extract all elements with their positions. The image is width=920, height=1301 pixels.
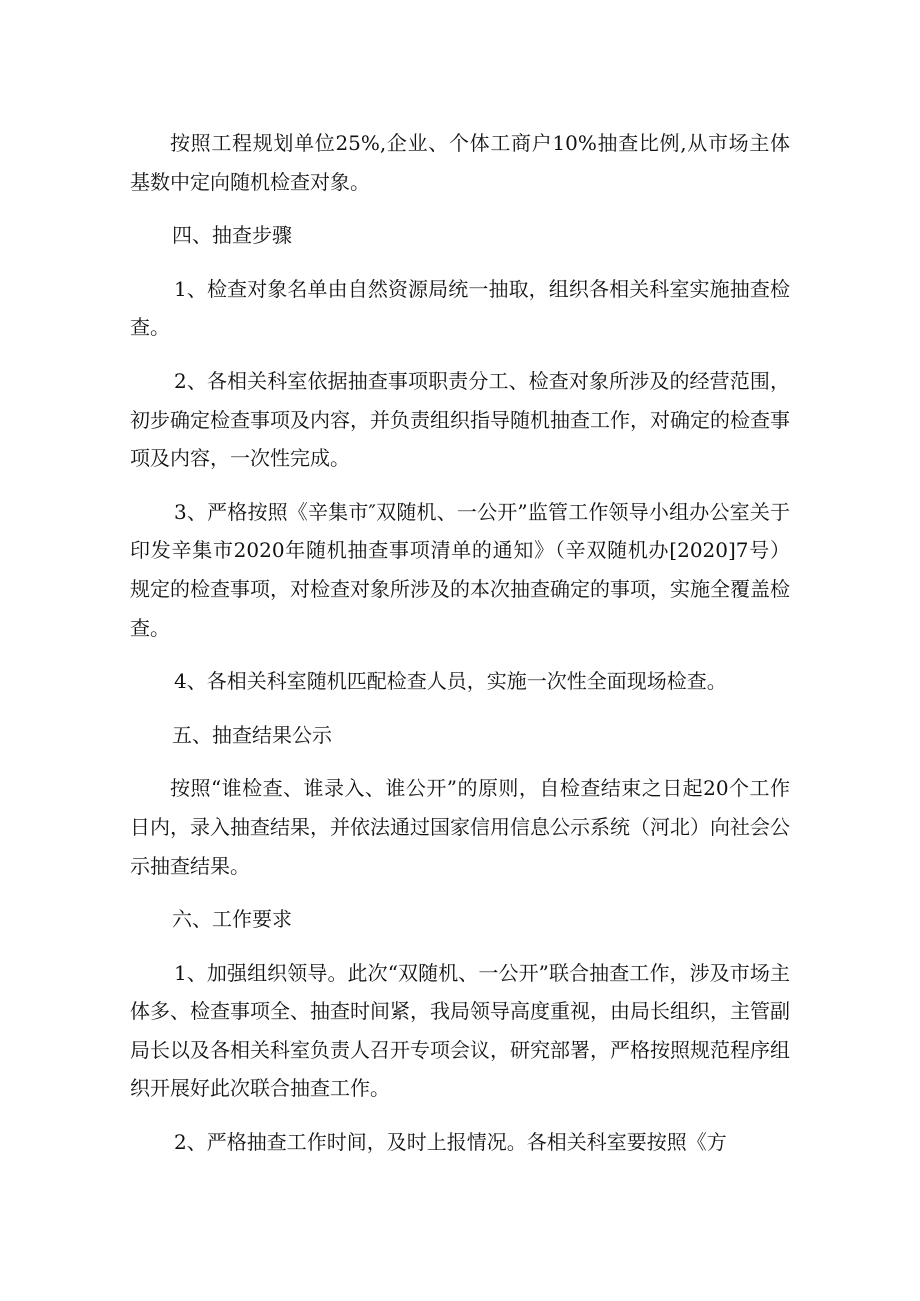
heading-sampling-steps: 四、抽查步骤 [172,223,292,248]
paragraph-results-publicity: 按照“谁检查、谁录入、谁公开”的原则，自检查结束之日起20个工作日内，录入抽查结果，并依法通过国家信用信息公示系统（河北）向社会公示抽查结果。 [130,776,790,878]
paragraph-requirement-1: 1、加强组织领导。此次“双随机、一公开”联合抽查工作，涉及市场主体多、检查事项全、抽查时间紧，我局领导高度重视，由局长组织，主管副局长以及各相关科室负责人召开专项会议，研究部署，严格按照规范程序组织开展好此次联合抽查工作。 [130,960,790,1101]
paragraph-sampling-ratio: 按照工程规划单位25%,企业、个体工商户10%抽查比例,从市场主体基数中定向随机检查对象。 [130,131,790,194]
paragraph-step-1: 1、检查对象名单由自然资源局统一抽取，组织各相关科室实施抽查检查。 [130,276,790,340]
document-body [130,124,790,1162]
heading-work-requirements: 六、工作要求 [172,907,292,932]
paragraph-requirement-2: 2、严格抽查工作时间，及时上报情况。各相关科室要按照《方 [174,1130,727,1155]
paragraph-step-4: 4、各相关科室随机匹配检查人员，实施一次性全面现场检查。 [174,669,727,694]
paragraph-step-2: 2、各相关科室依据抽查事项职责分工、检查对象所涉及的经营范围，初步确定检查事项及内容，并负责组织指导随机抽查工作，对确定的检查事项及内容，一次性完成。 [130,368,790,471]
paragraph-step-3: 3、严格按照《辛集市″双随机、一公开”监管工作领导小组办公室关于印发辛集市2020年随机抽查事项清单的通知》（辛双随机办[2020]7号）规定的检查事项，对检查对象所涉及的本次抽查确定的事项，实施全覆盖检查。 [130,499,790,640]
heading-results-publicity: 五、抽查结果公示 [172,722,332,747]
